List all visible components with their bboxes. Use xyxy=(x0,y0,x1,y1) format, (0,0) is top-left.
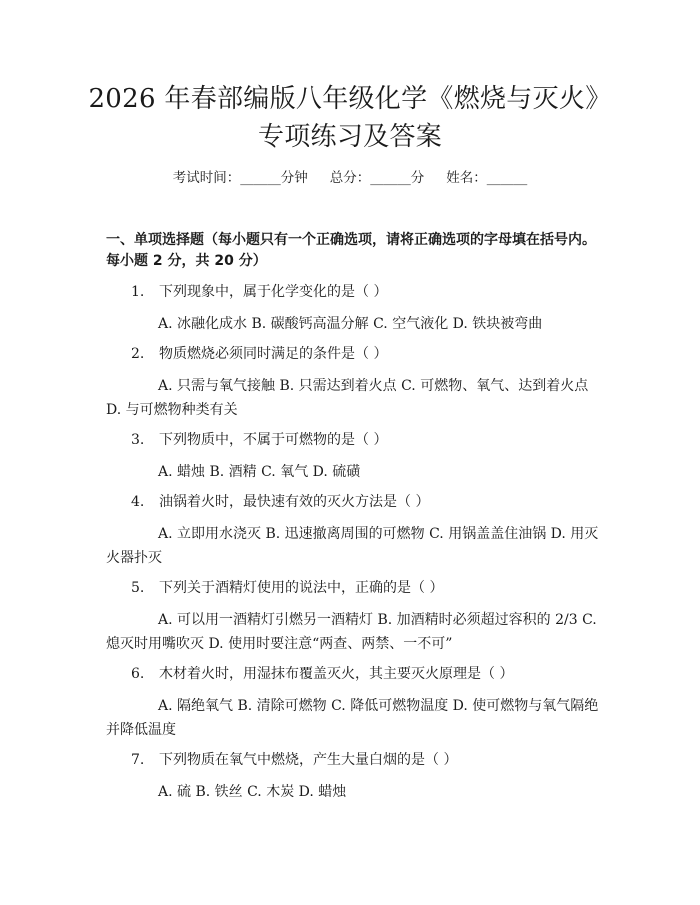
question-2-options xyxy=(106,374,600,422)
question-7 xyxy=(131,749,601,771)
options-text: A. 隔绝氧气 B. 清除可燃物 C. 降低可燃物温度 D. 使可燃物与氧气隔绝并降低温度 xyxy=(106,698,599,738)
exam-time: 考试时间：______分钟 xyxy=(172,170,308,186)
options-text: A. 可以用一酒精灯引燃另一酒精灯 B. 加酒精时必须超过容积的 2/3 C. 熄灭时用嘴吹灭 D. 使用时要注意“两查、两禁、一不可” xyxy=(106,612,597,652)
exam-score: 总分：______分 xyxy=(329,170,425,186)
question-4-options xyxy=(106,522,600,570)
section-heading: 一、单项选择题（每小题只有一个正确选项，请将正确选项的字母填在括号内。每小题 2 分，共 20 分） xyxy=(106,232,596,269)
question-text: 下列物质在氧气中燃烧，产生大量白烟的是（ ） xyxy=(159,752,458,768)
question-4 xyxy=(131,491,601,513)
question-number: 6. xyxy=(131,666,145,682)
question-text: 木材着火时，用湿抹布覆盖灭火，其主要灭火原理是（ ） xyxy=(159,666,514,682)
question-number: 1. xyxy=(131,284,145,300)
question-6-options xyxy=(106,694,600,742)
question-5 xyxy=(131,577,601,599)
question-number: 3. xyxy=(131,432,145,448)
question-3 xyxy=(131,429,601,451)
options-text: A. 硫 B. 铁丝 C. 木炭 D. 蜡烛 xyxy=(158,784,347,800)
document-title-line2: 专项练习及答案 xyxy=(257,122,443,152)
options-text: A. 立即用水浇灭 B. 迅速撤离周围的可燃物 C. 用锅盖盖住油锅 D. 用灭火器扑灭 xyxy=(106,526,599,566)
question-text: 下列关于酒精灯使用的说法中，正确的是（ ） xyxy=(159,580,444,596)
question-text: 下列物质中，不属于可燃物的是（ ） xyxy=(159,432,388,448)
question-7-options xyxy=(106,780,600,804)
question-number: 5. xyxy=(131,580,145,596)
exam-info xyxy=(0,168,700,188)
question-6 xyxy=(131,663,601,685)
options-text: A. 蜡烛 B. 酒精 C. 氧气 D. 硫磺 xyxy=(158,464,361,480)
question-2 xyxy=(131,343,601,365)
question-3-options xyxy=(106,460,600,484)
question-text: 下列现象中，属于化学变化的是（ ） xyxy=(159,284,388,300)
question-text: 物质燃烧必须同时满足的条件是（ ） xyxy=(159,346,388,362)
question-number: 4. xyxy=(131,494,145,510)
student-name: 姓名：______ xyxy=(446,170,528,186)
document-title-line1: 2026 年春部编版八年级化学《燃烧与灭火》 xyxy=(88,84,612,114)
question-5-options xyxy=(106,608,600,656)
question-text: 油锅着火时，最快速有效的灭火方法是（ ） xyxy=(159,494,430,510)
question-1-options xyxy=(106,312,600,336)
question-1 xyxy=(131,281,601,303)
options-text: A. 只需与氧气接触 B. 只需达到着火点 C. 可燃物、氧气、达到着火点 D. 与可燃物种类有关 xyxy=(106,378,589,418)
question-number: 2. xyxy=(131,346,145,362)
options-text: A. 冰融化成水 B. 碳酸钙高温分解 C. 空气液化 D. 铁块被弯曲 xyxy=(158,316,543,332)
question-number: 7. xyxy=(131,752,145,768)
